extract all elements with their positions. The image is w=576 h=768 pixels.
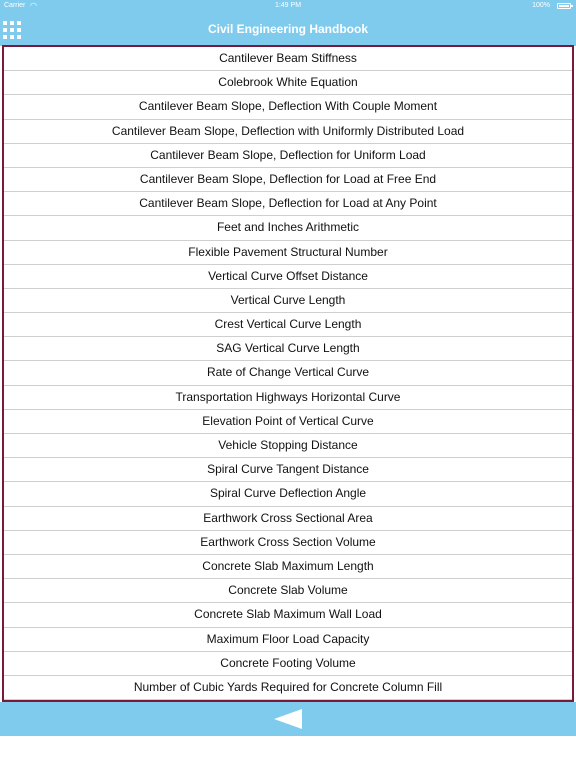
list-item[interactable]: Cantilever Beam Slope, Deflection for Load at Any Point [4,192,572,216]
list-item[interactable]: Maximum Floor Load Capacity [4,628,572,652]
list-item[interactable]: Flexible Pavement Structural Number [4,241,572,265]
list-item[interactable]: Vertical Curve Length [4,289,572,313]
list-item[interactable]: Transportation Highways Horizontal Curve [4,386,572,410]
back-button[interactable] [270,708,306,730]
list-item[interactable]: Concrete Slab Maximum Wall Load [4,603,572,627]
list-item[interactable]: Earthwork Cross Sectional Area [4,507,572,531]
battery-percent: 100% [532,2,550,9]
list-item[interactable]: Concrete Slab Volume [4,579,572,603]
list-item[interactable]: Cantilever Beam Slope, Deflection for Uniform Load [4,144,572,168]
nav-bar [0,12,576,46]
list-item[interactable]: Vertical Curve Offset Distance [4,265,572,289]
bottom-toolbar [0,702,576,736]
list-item[interactable]: Crest Vertical Curve Length [4,313,572,337]
list-item[interactable]: Elevation Point of Vertical Curve [4,410,572,434]
carrier-label: Carrier [4,2,26,9]
status-time: 1:49 PM [274,2,302,9]
list-item[interactable]: Concrete Slab Maximum Length [4,555,572,579]
list-item[interactable]: Spiral Curve Deflection Angle [4,482,572,506]
wifi-icon: ◠ [30,1,37,10]
list-item[interactable]: Feet and Inches Arithmetic [4,216,572,240]
page-title: Civil Engineering Handbook [207,22,368,36]
battery-icon [557,3,571,9]
list-item[interactable]: Cantilever Beam Slope, Deflection with Uniformly Distributed Load [4,120,572,144]
list-item[interactable]: Cantilever Beam Stiffness [4,47,572,71]
list-item[interactable]: Cantilever Beam Slope, Deflection With Couple Moment [4,95,572,119]
back-arrow-icon [270,708,306,730]
status-bar [0,0,576,12]
list-item[interactable]: Cantilever Beam Slope, Deflection for Load at Free End [4,168,572,192]
formula-list[interactable] [2,45,574,702]
list-item[interactable]: Rate of Change Vertical Curve [4,361,572,385]
list-item[interactable]: SAG Vertical Curve Length [4,337,572,361]
list-item[interactable]: Earthwork Cross Section Volume [4,531,572,555]
list-item[interactable]: Vehicle Stopping Distance [4,434,572,458]
list-item[interactable]: Concrete Footing Volume [4,652,572,676]
list-item[interactable]: Colebrook White Equation [4,71,572,95]
list-item[interactable]: Number of Cubic Yards Required for Concrete Column Fill [4,676,572,700]
list-item[interactable]: Spiral Curve Tangent Distance [4,458,572,482]
